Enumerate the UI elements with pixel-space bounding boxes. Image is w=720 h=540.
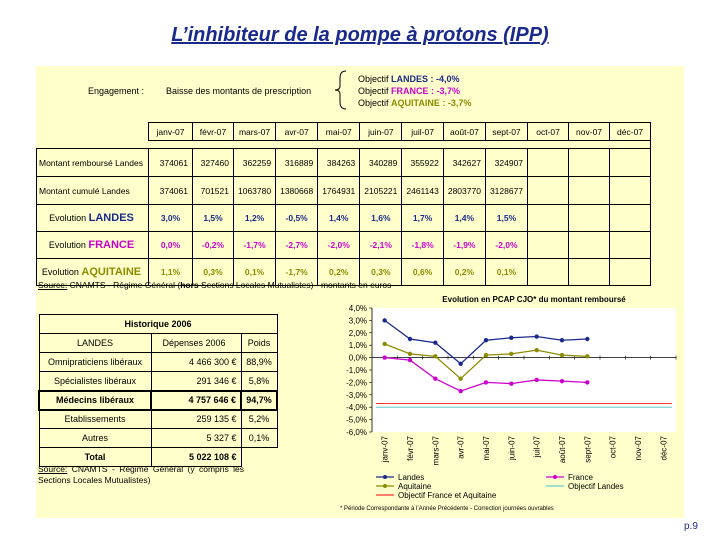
row-label-montant-rembourse: Montant remboursé Landes [37,149,149,177]
table-cell: 384263 [318,149,360,177]
x-tick-label: juin-07 [507,436,517,461]
table-cell [528,205,569,232]
table-cell: -2,0% [318,232,360,259]
table-row: Spécialistes libéraux 291 346 € 5,8% [39,372,277,391]
data-point [408,358,412,362]
table-cell [528,259,569,286]
data-point [484,338,488,342]
data-point [585,337,589,341]
source-note-1: Source: CNAMTS - Régime Général (hors Sections Locales Mutualistes) - montants en euros [38,280,392,290]
data-point [585,380,589,384]
table-cell: 0,1% [485,259,527,286]
data-point [484,380,488,384]
plot-area [372,308,676,432]
data-point [382,342,386,346]
table-cell: 1,5% [485,205,527,232]
table-cell: 342627 [443,149,485,177]
historique-table [38,314,278,467]
month-header: juin-07 [360,123,402,141]
data-point [433,376,437,380]
data-point [534,378,538,382]
table-cell: -1,8% [402,232,443,259]
month-header: mai-07 [318,123,360,141]
table-cell: -0,5% [276,205,318,232]
table-cell: 0,2% [318,259,360,286]
month-header: sept-07 [485,123,527,141]
table-cell [528,232,569,259]
data-point [458,362,462,366]
table-cell [610,259,651,286]
y-tick-label: -5,0% [346,415,367,425]
month-header: janv-07 [149,123,193,141]
table-cell [569,259,610,286]
table-cell: 0,1% [234,259,276,286]
legend-label: Landes [398,473,425,482]
line-chart [306,292,680,506]
month-header: avr-07 [276,123,318,141]
data-point [560,379,564,383]
x-tick-label: janv-07 [380,436,390,463]
table-cell [569,205,610,232]
data-point [509,352,513,356]
data-point [484,353,488,357]
table-cell [610,232,651,259]
y-tick-label: -3,0% [346,390,367,400]
engagement-text: Baisse des montants de prescription [166,86,312,96]
y-tick-label: -2,0% [346,378,367,388]
historique-title: Historique 2006 [39,315,277,334]
table-cell: 1,2% [234,205,276,232]
table-cell: 374061 [149,149,193,177]
data-point [458,389,462,393]
table-row: Total 5 022 108 € [39,448,277,467]
table-row: Etablissements 259 135 € 5,2% [39,410,277,429]
data-point [509,336,513,340]
hist-header-depenses: Dépenses 2006 [151,334,241,353]
table-cell: 1,7% [402,205,443,232]
y-tick-label: 1,0% [348,341,367,351]
data-point [509,381,513,385]
source-note-2: Source: CNAMTS - Régime Général (y compris les Sections Locales Mutualistes) [38,464,244,485]
data-point [382,355,386,359]
table-cell [610,177,651,205]
table-cell: 1063780 [234,177,276,205]
month-header: août-07 [443,123,485,141]
table-cell: 0,3% [193,259,234,286]
table-cell: -2,7% [276,232,318,259]
table-cell: 2105221 [360,177,402,205]
table-cell: 355922 [402,149,443,177]
y-tick-label: -4,0% [346,403,367,413]
table-row: Autres 5 327 € 0,1% [39,429,277,448]
table-cell: 1,1% [149,259,193,286]
engagement-label: Engagement : [88,86,145,96]
table-cell [610,149,651,177]
hist-header-landes: LANDES [39,334,151,353]
month-header: mars-07 [234,123,276,141]
table-row: Omnipraticiens libéraux 4 466 300 € 88,9% [39,353,277,372]
table-cell: 1380668 [276,177,318,205]
x-tick-label: mars-07 [431,436,441,466]
table-cell: 1,4% [443,205,485,232]
content-panel [36,66,684,518]
table-cell: 0,0% [149,232,193,259]
legend-label: Objectif Landes [568,482,624,491]
row-label-montant-cumule: Montant cumulé Landes [37,177,149,205]
row-label-evolution-france: Evolution FRANCE [37,232,149,259]
table-cell: -2,0% [485,232,527,259]
footnote: * Période Correspondante à l’Année Précédente - Correction journées ouvrables [340,506,554,512]
legend-label: Objectif France et Aquitaine [398,491,497,500]
x-tick-label: avr-07 [456,436,466,459]
month-header: déc-07 [610,123,651,141]
table-cell: 316889 [276,149,318,177]
y-tick-label: 2,0% [348,328,367,338]
y-tick-label: 3,0% [348,316,367,326]
table-cell: -0,2% [193,232,234,259]
table-cell: 701521 [193,177,234,205]
table-cell: 362259 [234,149,276,177]
table-cell: 0,6% [402,259,443,286]
data-point [560,353,564,357]
data-point [560,338,564,342]
y-tick-label: -1,0% [346,366,367,375]
data-point [433,354,437,358]
table-row: Médecins libéraux 4 757 646 € 94,7% [39,391,277,410]
x-tick-label: août-07 [558,436,567,464]
data-point [382,318,386,322]
table-cell: 1764931 [318,177,360,205]
chart-title: Evolution en PCAP CJO* du montant remboursé [442,295,626,304]
table-cell: 3128677 [485,177,527,205]
table-cell [569,149,610,177]
legend-marker [553,475,557,479]
legend-marker [383,475,387,479]
page-title: L’inhibiteur de la pompe à protons (IPP) [171,24,549,46]
hist-header-poids: Poids [241,334,277,353]
table-cell: -1,7% [234,232,276,259]
table-cell: 1,5% [193,205,234,232]
data-point [534,348,538,352]
data-point [585,354,589,358]
objective-landes: Objectif LANDES : -4,0% [358,74,460,84]
table-cell [569,177,610,205]
legend-label: France [568,473,593,482]
table-cell: -1,7% [276,259,318,286]
monthly-table [36,122,651,286]
legend-marker [383,484,387,488]
data-point [408,337,412,341]
row-label-evolution-aquitaine: Evolution AQUITAINE [37,259,149,286]
objective-france: Objectif FRANCE : -3,7% [358,86,461,96]
x-tick-label: oct-07 [608,436,618,459]
month-header: juil-07 [402,123,443,141]
objective-aquitaine: Objectif AQUITAINE : -3,7% [358,98,472,108]
x-tick-label: nov-07 [634,436,643,461]
table-cell: 1,4% [318,205,360,232]
table-cell: 324907 [485,149,527,177]
table-cell: -2,1% [360,232,402,259]
table-cell: 2803770 [443,177,485,205]
x-tick-label: févr-07 [406,436,415,461]
table-cell [528,149,569,177]
table-cell: -1,9% [443,232,485,259]
legend-label: Aquitaine [398,482,432,491]
page-number: p.9 [684,521,698,532]
x-tick-label: juil-07 [532,436,542,458]
table-cell: 374061 [149,177,193,205]
table-cell: 0,2% [443,259,485,286]
table-cell [569,232,610,259]
data-point [534,334,538,338]
month-header: oct-07 [528,123,569,141]
data-point [408,352,412,356]
month-header: févr-07 [193,123,234,141]
table-cell: 2461143 [402,177,443,205]
table-cell: 0,3% [360,259,402,286]
table-cell [610,205,651,232]
x-tick-label: mai-07 [482,436,491,461]
table-cell: 1,6% [360,205,402,232]
data-point [433,341,437,345]
y-tick-label: 0,0% [348,353,367,363]
brace-icon [334,70,348,110]
y-tick-label: -6,0% [346,428,367,437]
table-cell: 327460 [193,149,234,177]
table-cell [528,177,569,205]
table-cell: 340289 [360,149,402,177]
table-cell: 3,0% [149,205,193,232]
row-label-evolution-landes: Evolution LANDES [37,205,149,232]
x-tick-label: déc-07 [659,436,669,461]
month-header: nov-07 [569,123,610,141]
data-point [458,376,462,380]
y-tick-label: 4,0% [348,304,367,313]
x-tick-label: sept-07 [583,436,593,463]
